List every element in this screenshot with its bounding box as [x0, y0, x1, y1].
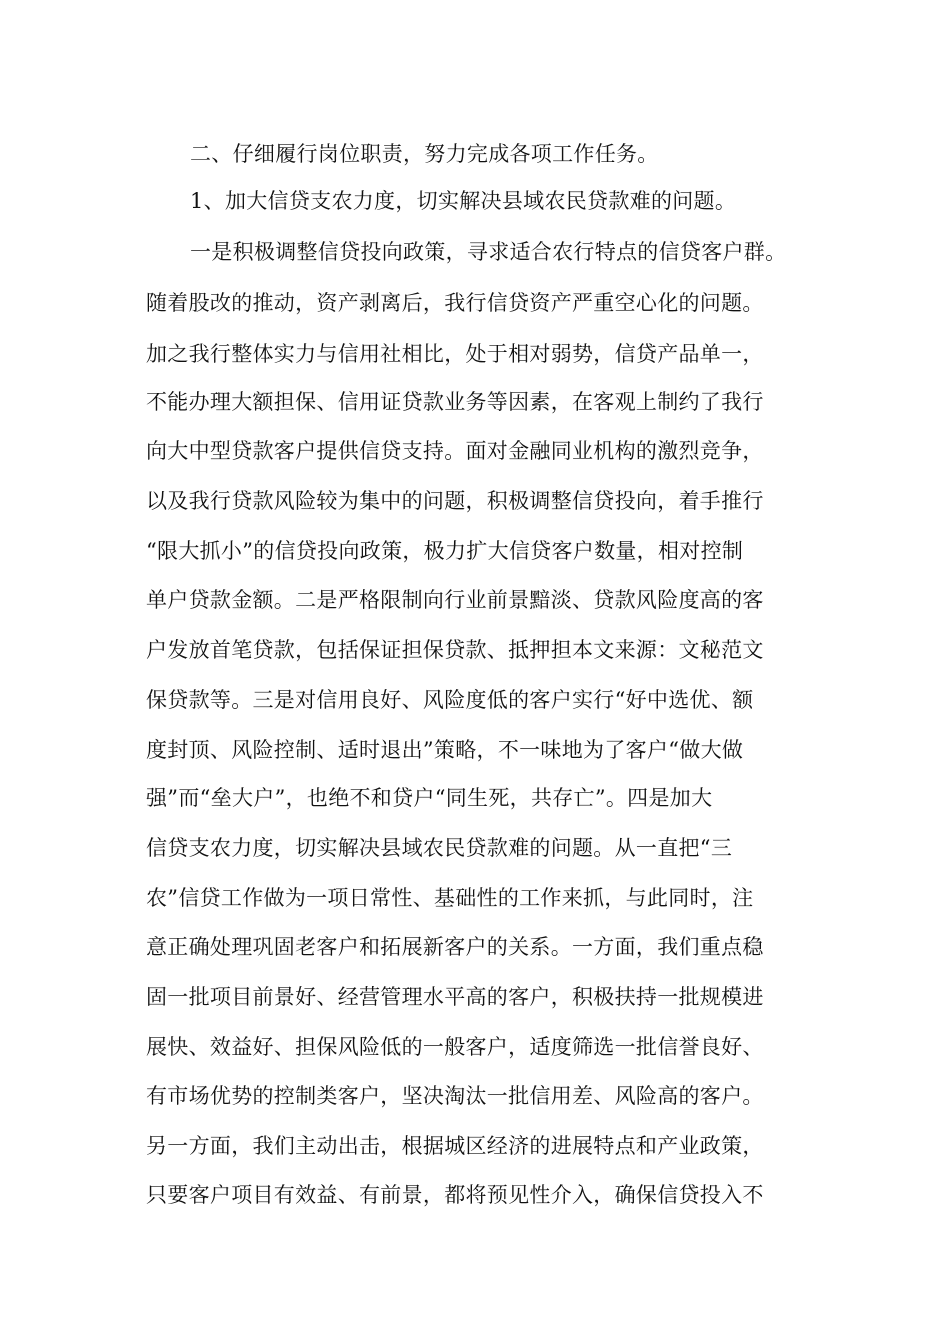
paragraph-line: 不能办理大额担保、信用证贷款业务等因素，在客观上制约了我行 [146, 390, 764, 414]
paragraph-line: 信贷支农力度，切实解决县域农民贷款难的问题。从一直把“三 [146, 836, 733, 860]
paragraph-line: 强”而“垒大户”，也绝不和贷户“同生死，共存亡”。四是加大 [146, 786, 713, 810]
section-heading: 二、仔细履行岗位职责，努力完成各项工作任务。 [190, 142, 659, 166]
paragraph-line: 另一方面，我们主动出击，根据城区经济的进展特点和产业政策， [146, 1134, 764, 1158]
paragraph-line: 向大中型贷款客户提供信贷支持。面对金融同业机构的激烈竞争， [146, 439, 764, 463]
paragraph-line: 只要客户项目有效益、有前景，都将预见性介入，确保信贷投入不 [146, 1183, 764, 1207]
subsection-heading: 1、加大信贷支农力度，切实解决县域农民贷款难的问题。 [190, 189, 737, 213]
paragraph-line: 农”信贷工作做为一项日常性、基础性的工作来抓，与此同时，注 [146, 886, 754, 910]
paragraph-line: 以及我行贷款风险较为集中的问题，积极调整信贷投向，着手推行 [146, 489, 764, 513]
paragraph-line: 单户贷款金额。二是严格限制向行业前景黯淡、贷款风险度高的客 [146, 588, 764, 612]
paragraph-line: 一是积极调整信贷投向政策，寻求适合农行特点的信贷客户群。 [190, 240, 787, 264]
paragraph-line: 随着股改的推动，资产剥离后，我行信贷资产严重空心化的问题。 [146, 291, 764, 315]
paragraph-line: 展快、效益好、担保风险低的一般客户，适度筛选一批信誉良好、 [146, 1035, 764, 1059]
paragraph-line: 加之我行整体实力与信用社相比，处于相对弱势，信贷产品单一， [146, 342, 764, 366]
paragraph-line: “限大抓小”的信贷投向政策，极力扩大信贷客户数量，相对控制 [146, 539, 744, 563]
paragraph-line: 户发放首笔贷款，包括保证担保贷款、抵押担本文来源：文秘范文 [146, 638, 764, 662]
paragraph-line: 有市场优势的控制类客户，坚决淘汰一批信用差、风险高的客户。 [146, 1084, 764, 1108]
paragraph-line: 度封顶、风险控制、适时退出”策略，不一味地为了客户“做大做 [146, 738, 744, 762]
paragraph-line: 固一批项目前景好、经营管理水平高的客户，积极扶持一批规模进 [146, 985, 764, 1009]
paragraph-line: 保贷款等。三是对信用良好、风险度低的客户实行“好中选优、额 [146, 688, 754, 712]
paragraph-line: 意正确处理巩固老客户和拓展新客户的关系。一方面，我们重点稳 [146, 935, 764, 959]
